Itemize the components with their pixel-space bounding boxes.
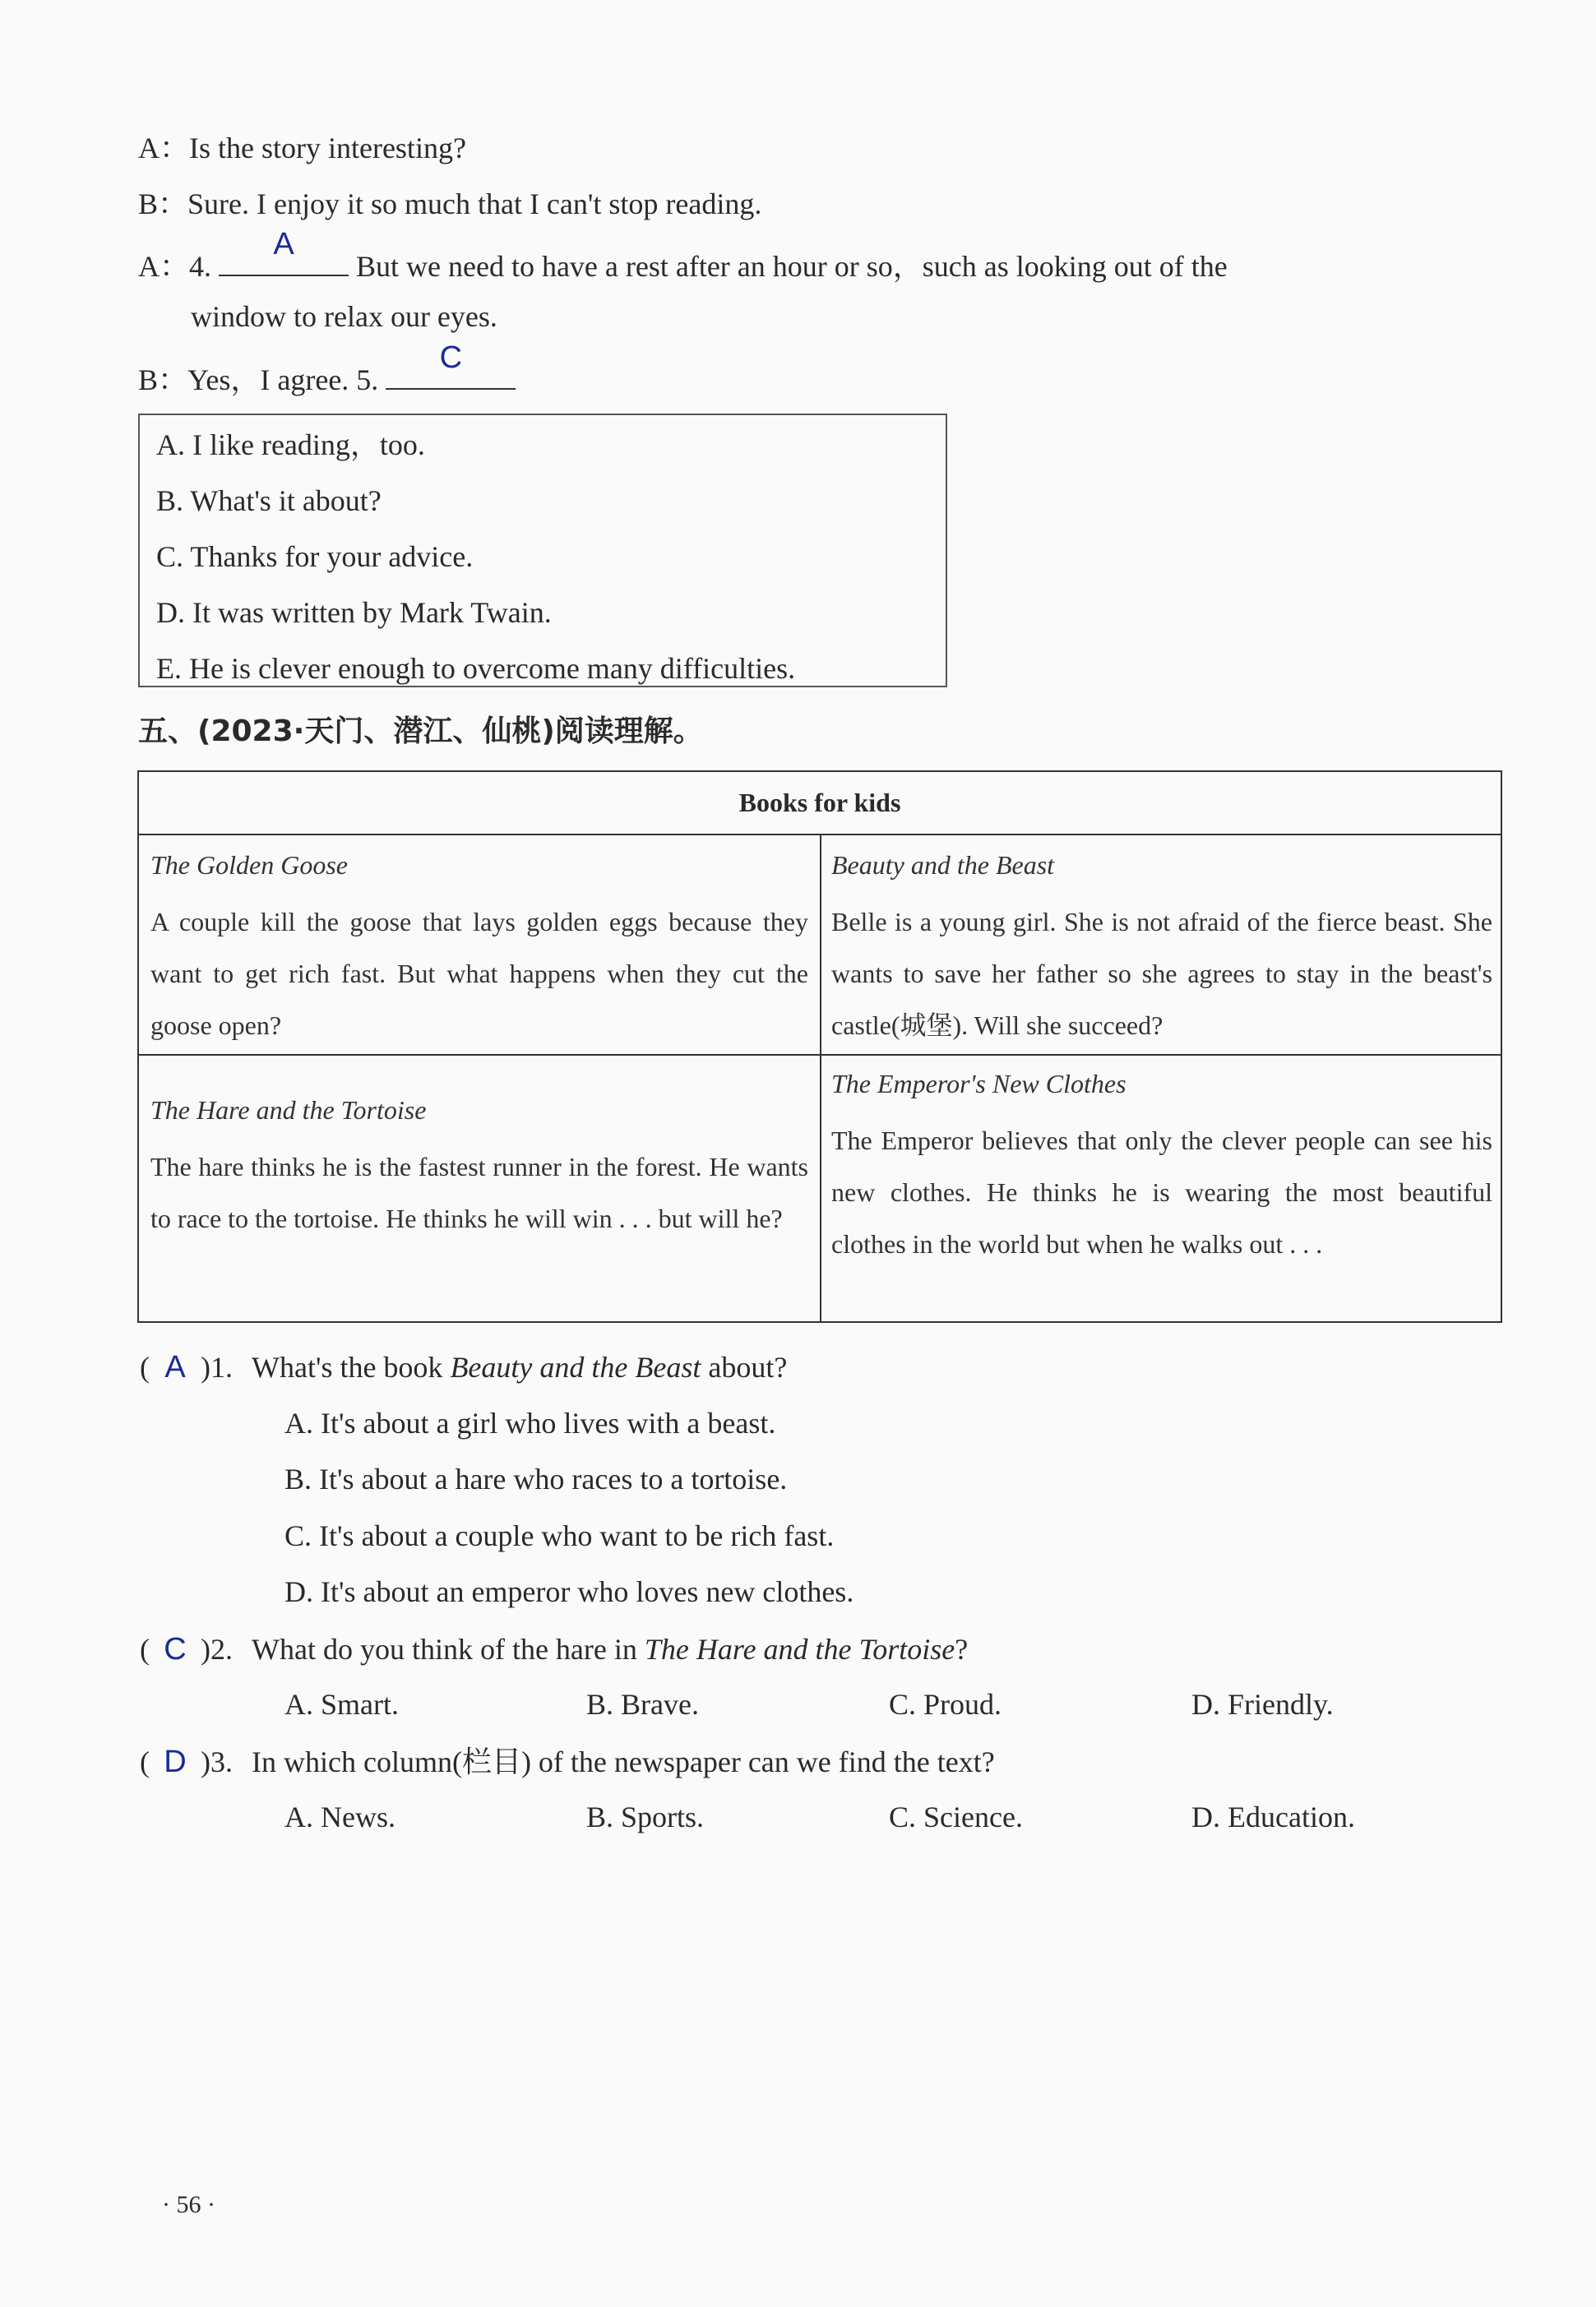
table-divider-vertical: [820, 834, 821, 1321]
question-2: [140, 1634, 968, 1665]
book-title: The Emperor's New Clothes: [831, 1069, 1126, 1098]
handwritten-answer-4: A: [273, 227, 294, 261]
option-c: C. Thanks for your advice.: [156, 540, 474, 573]
option-b: B. What's it about?: [156, 484, 382, 517]
q2-choice-c: C. Proud.: [889, 1688, 1002, 1721]
question-stem: [252, 1633, 968, 1666]
stem-italic: The Hare and the Tortoise: [644, 1633, 955, 1666]
option-a: A. I like reading，too.: [156, 428, 425, 461]
dialogue-line-3-prefix: A：4.: [138, 250, 211, 283]
answer-paren-open: (: [140, 1351, 150, 1384]
stem-text: ?: [955, 1633, 969, 1666]
stem-italic: Beauty and the Beast: [450, 1351, 701, 1384]
book-description: The hare thinks he is the fastest runner in the forest. He wants to race to the tortoise. He thinks he will win . . . but will he?: [150, 1152, 808, 1233]
table-divider-horizontal: [139, 1054, 1501, 1056]
book-description: The Emperor believes that only the clever people can see his new clothes. He thinks he is wearing the most beautiful clothes in the world but when he walks out . . .: [831, 1126, 1492, 1259]
table-header: Books for kids: [139, 772, 1501, 835]
handwritten-answer-5: C: [439, 340, 463, 375]
option-e: E. He is clever enough to overcome many difficulties.: [156, 652, 796, 685]
stem-text: What's the book: [252, 1351, 451, 1384]
answer-blank-4[interactable]: [219, 227, 349, 276]
table-cell-emperor: [831, 1070, 1492, 1270]
answer-paren-open: (: [140, 1745, 150, 1778]
option-d: D. It was written by Mark Twain.: [156, 596, 552, 629]
dialogue-line-1: A：Is the story interesting?: [138, 132, 466, 164]
question-3: [140, 1746, 995, 1778]
q2-choice-a: A. Smart.: [285, 1688, 399, 1721]
book-title: The Hare and the Tortoise: [150, 1095, 427, 1125]
section-title: 五、(2023·天门、潜江、仙桃)阅读理解。: [138, 714, 703, 748]
q3-choice-d: D. Education.: [1191, 1801, 1355, 1833]
question-number: )2.: [201, 1633, 233, 1666]
question-stem: In which column(栏目) of the newspaper can we find the text?: [252, 1745, 995, 1778]
handwritten-answer-q1[interactable]: A: [164, 1350, 186, 1385]
q1-choice-a: A. It's about a girl who lives with a beast.: [285, 1407, 776, 1440]
dialogue-line-4-prefix: B：Yes，I agree. 5.: [138, 363, 379, 396]
q3-choice-c: C. Science.: [889, 1801, 1023, 1833]
answer-blank-5[interactable]: [386, 340, 516, 390]
table-cell-hare-tortoise: [150, 1097, 808, 1245]
book-title: The Golden Goose: [150, 850, 348, 880]
dialogue-line-3-continued: window to relax our eyes.: [191, 300, 497, 333]
answer-paren-open: (: [140, 1633, 150, 1666]
question-number: )1.: [201, 1351, 233, 1384]
book-title: Beauty and the Beast: [831, 850, 1055, 880]
book-description: A couple kill the goose that lays golden eggs because they want to get rich fast. But what happens when they cut the goose open?: [150, 907, 808, 1040]
q1-choice-c: C. It's about a couple who want to be rich fast.: [285, 1519, 835, 1552]
dialogue-line-3: [138, 227, 1228, 283]
page-number: · 56 ·: [162, 2191, 215, 2218]
dialogue-line-4: [138, 340, 516, 396]
table-cell-golden-goose: [150, 852, 808, 1052]
handwritten-answer-q3[interactable]: D: [164, 1745, 187, 1779]
books-table: [137, 770, 1502, 1323]
q3-choice-a: A. News.: [285, 1801, 396, 1833]
dialogue-line-2: B：Sure. I enjoy it so much that I can't stop reading.: [138, 187, 762, 220]
book-description: Belle is a young girl. She is not afraid of the fierce beast. She wants to save her father so she agrees to stay in the beast's castle(城堡). Will she succeed?: [831, 907, 1492, 1040]
q1-choice-d: D. It's about an emperor who loves new clothes.: [285, 1575, 854, 1608]
q2-choice-d: D. Friendly.: [1191, 1688, 1334, 1721]
handwritten-answer-q2[interactable]: C: [164, 1632, 187, 1667]
stem-text: about?: [701, 1351, 788, 1384]
question-number: )3.: [201, 1745, 233, 1778]
question-1: [140, 1352, 787, 1383]
q1-choice-b: B. It's about a hare who races to a tortoise.: [285, 1463, 788, 1496]
q2-choice-b: B. Brave.: [586, 1688, 699, 1721]
question-stem: [252, 1351, 787, 1384]
dialogue-line-3-rest: But we need to have a rest after an hour or so，such as looking out of the: [356, 250, 1228, 283]
options-box: [138, 414, 947, 687]
q3-choice-b: B. Sports.: [586, 1801, 705, 1833]
stem-text: What do you think of the hare in: [252, 1633, 645, 1666]
table-cell-beauty-beast: [831, 852, 1492, 1052]
